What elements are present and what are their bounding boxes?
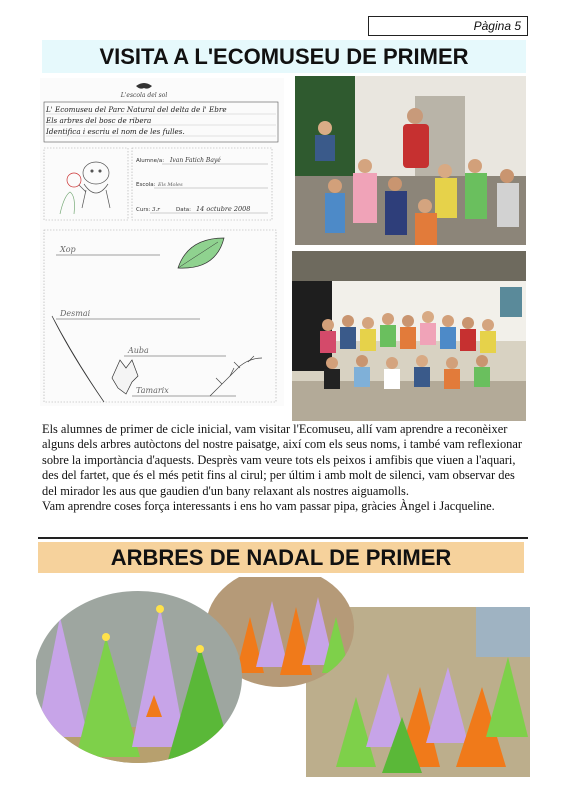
worksheet-scan: [40, 78, 284, 406]
worksheet-line1: L' Ecomuseu del Parc Natural del delta de l' Ebre: [46, 105, 227, 114]
article-text: [42, 422, 528, 514]
article-paragraph-2: Vam aprendre coses força interessants i ens ho vam passar pipa, gràcies Àngel i Jacqueline.: [42, 499, 495, 514]
article-paragraph-1: Els alumnes de primer de cicle inicial, vam visitar l'Ecomuseu, allí vam aprendre a reconèixer alguns dels arbres autòctons del nostre paisatge, així com els seus noms, i també vam reflexionar sobre la importància d'aquests. Desprès vam veure tots els peixos i amfibis que viuen a l'aquari, des del fartet, que és el més petit fins al cirul; per últim i amb molt de silenci, vam observar des del mirador les aus que gaudien d'un bany relaxant als nostres aiguamolls.: [42, 422, 523, 498]
page-number: Pàgina 5: [368, 16, 528, 36]
student-label: Alumne/a:: [136, 158, 165, 164]
leaf-name-desmai: Desmai: [60, 309, 91, 318]
section-title-ecomuseu: VISITA A L'ECOMUSEU DE PRIMER: [42, 40, 526, 73]
section-divider: [38, 537, 528, 539]
photo-children-group: [292, 251, 526, 421]
student-value: Ivan Fatich Bayé: [170, 157, 221, 164]
school-value: Els Moles: [158, 182, 183, 188]
date-label: Data:: [176, 207, 191, 213]
leaf-name-tamarix: Tamarix: [136, 386, 169, 395]
photo-christmas-trees-collage: [36, 577, 530, 777]
leaf-name-xop: Xop: [60, 245, 76, 254]
course-label: Curs:: [136, 207, 151, 213]
course-value: 3.r: [152, 207, 160, 213]
school-label: Escola:: [136, 182, 156, 188]
photo-guide-with-children: [295, 76, 526, 245]
section-title-arbres-nadal: ARBRES DE NADAL DE PRIMER: [38, 542, 524, 573]
worksheet-line3: Identifica i escriu el nom de les fulles.: [46, 127, 185, 136]
date-value: 14 octubre 2008: [196, 205, 251, 213]
leaf-name-auba: Auba: [128, 346, 149, 355]
worksheet-line2: Els arbres del bosc de ribera: [46, 116, 152, 125]
school-logo-text: L'escola del sol: [120, 92, 168, 99]
